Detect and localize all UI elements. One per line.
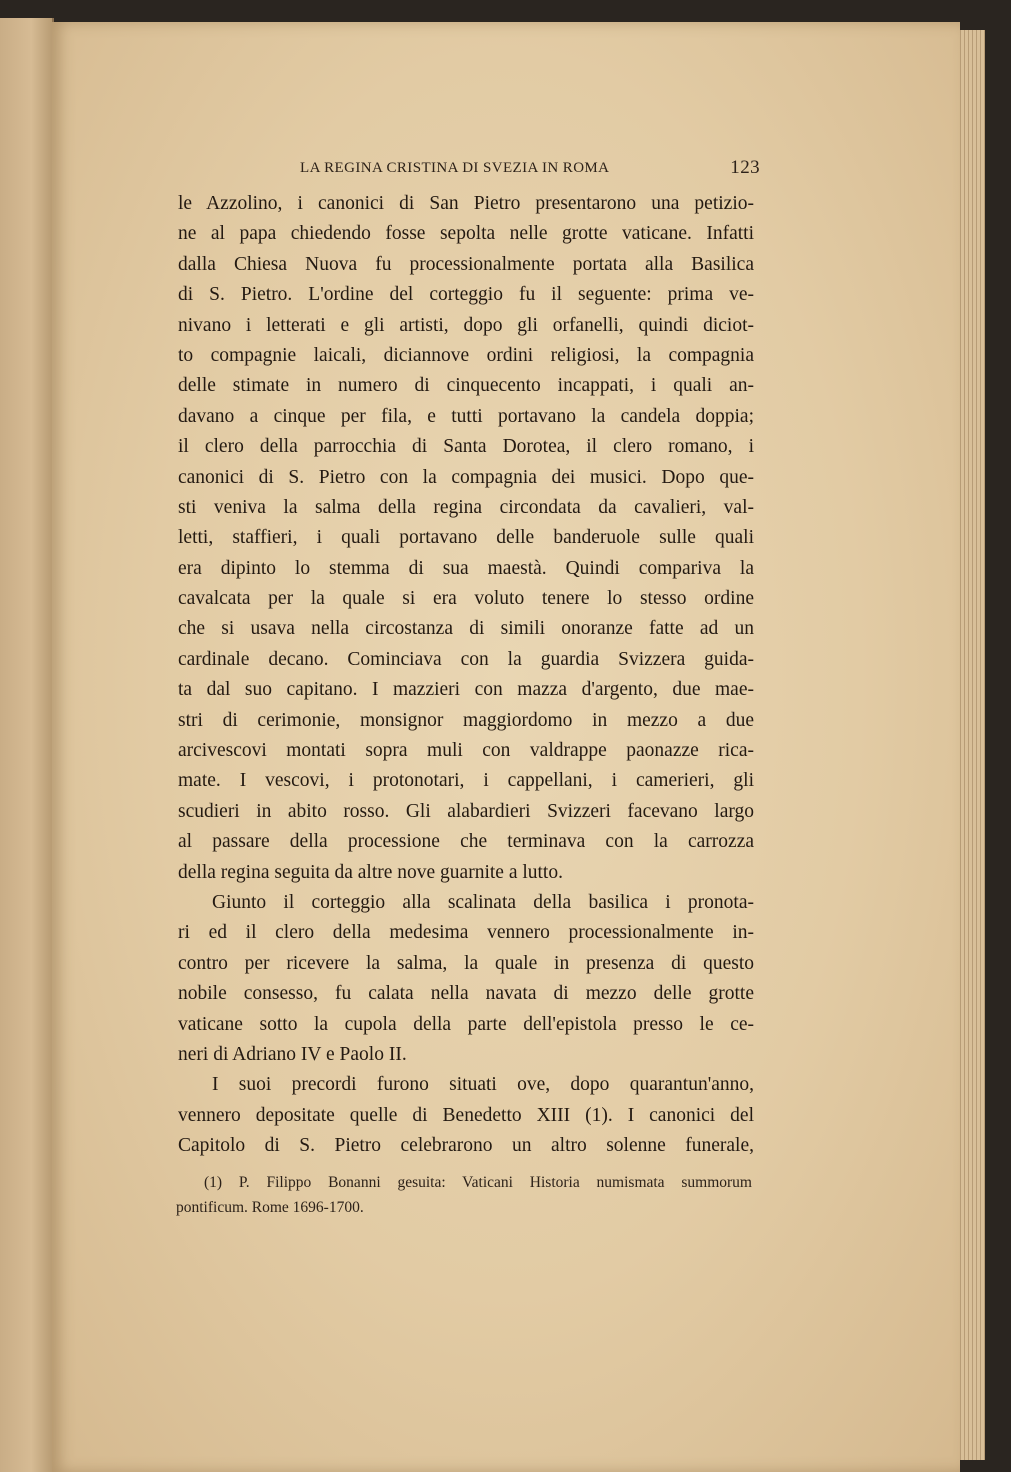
text-line: ne al papa chiedendo fosse sepolta nelle grotte vaticane. Infatti	[178, 223, 754, 245]
text-line: cavalcata per la quale si era voluto tenere lo stesso ordine	[178, 588, 754, 610]
text-line: sti veniva la salma della regina circondata da cavalieri, val-	[178, 496, 754, 518]
text-line: dalla Chiesa Nuova fu processionalmente portata alla Basilica	[178, 253, 754, 275]
text-line: ri ed il clero della medesima vennero processionalmente in-	[178, 922, 754, 944]
text-line: contro per ricevere la salma, la quale in presenza di questo	[178, 952, 754, 974]
running-title: LA REGINA CRISTINA DI SVEZIA IN ROMA	[300, 160, 610, 176]
text-line: davano a cinque per fila, e tutti portavano la candela doppia;	[178, 405, 754, 427]
text-line: le Azzolino, i canonici di San Pietro presentarono una petizio-	[178, 193, 754, 214]
body-text	[178, 189, 754, 1162]
paragraph-end-line: della regina seguita da altre nove guarnite a lutto.	[178, 861, 563, 883]
paragraph-start-line: I suoi precordi furono situati ove, dopo quarantun'anno,	[212, 1074, 754, 1096]
footnote-line: pontificum. Rome 1696-1700.	[176, 1199, 364, 1216]
text-line: mate. I vescovi, i protonotari, i cappellani, i camerieri, gli	[178, 770, 754, 792]
text-line: letti, staffieri, i quali portavano delle banderuole sulle quali	[178, 527, 754, 549]
text-line: scudieri in abito rosso. Gli alabardieri Svizzeri facevano largo	[178, 800, 754, 822]
text-line: vennero depositate quelle di Benedetto XIII (1). I canonici del	[178, 1104, 754, 1126]
text-line: al passare della processione che terminava con la carrozza	[178, 831, 754, 853]
facing-page-edge	[0, 18, 54, 1472]
footnote	[176, 1170, 752, 1220]
text-line: nobile consesso, fu calata nella navata di mezzo delle grotte	[178, 983, 754, 1005]
footnote-line: (1) P. Filippo Bonanni gesuita: Vaticani Historia numismata summorum	[204, 1174, 752, 1191]
running-header	[300, 157, 760, 182]
text-line: delle stimate in numero di cinquecento incappati, i quali an-	[178, 375, 754, 397]
text-line: che si usava nella circostanza di simili onoranze fatte ad un	[178, 618, 754, 640]
text-line: cardinale decano. Cominciava con la guardia Svizzera guida-	[178, 648, 754, 670]
text-line: nivano i letterati e gli artisti, dopo gli orfanelli, quindi diciot-	[178, 314, 754, 336]
text-line: vaticane sotto la cupola della parte dell'epistola presso le ce-	[178, 1013, 754, 1035]
text-line: canonici di S. Pietro con la compagnia dei musici. Dopo que-	[178, 466, 754, 488]
page-number: 123	[730, 157, 760, 178]
text-line: arcivescovi montati sopra muli con valdrappe paonazze rica-	[178, 740, 754, 762]
text-line: ta dal suo capitano. I mazzieri con mazza d'argento, due mae-	[178, 679, 754, 701]
text-line: era dipinto lo stemma di sua maestà. Quindi compariva la	[178, 557, 754, 579]
text-line: il clero della parrocchia di Santa Dorotea, il clero romano, i	[178, 436, 754, 458]
paragraph-end-line: neri di Adriano IV e Paolo II.	[178, 1043, 407, 1065]
paragraph-start-line: Giunto il corteggio alla scalinata della basilica i pronota-	[212, 891, 754, 913]
text-line: to compagnie laicali, diciannove ordini religiosi, la compagnia	[178, 344, 754, 366]
text-line: Capitolo di S. Pietro celebrarono un altro solenne funerale,	[178, 1135, 754, 1157]
text-line: di S. Pietro. L'ordine del corteggio fu il seguente: prima ve-	[178, 284, 754, 306]
text-line: stri di cerimonie, monsignor maggiordomo in mezzo a due	[178, 709, 754, 731]
